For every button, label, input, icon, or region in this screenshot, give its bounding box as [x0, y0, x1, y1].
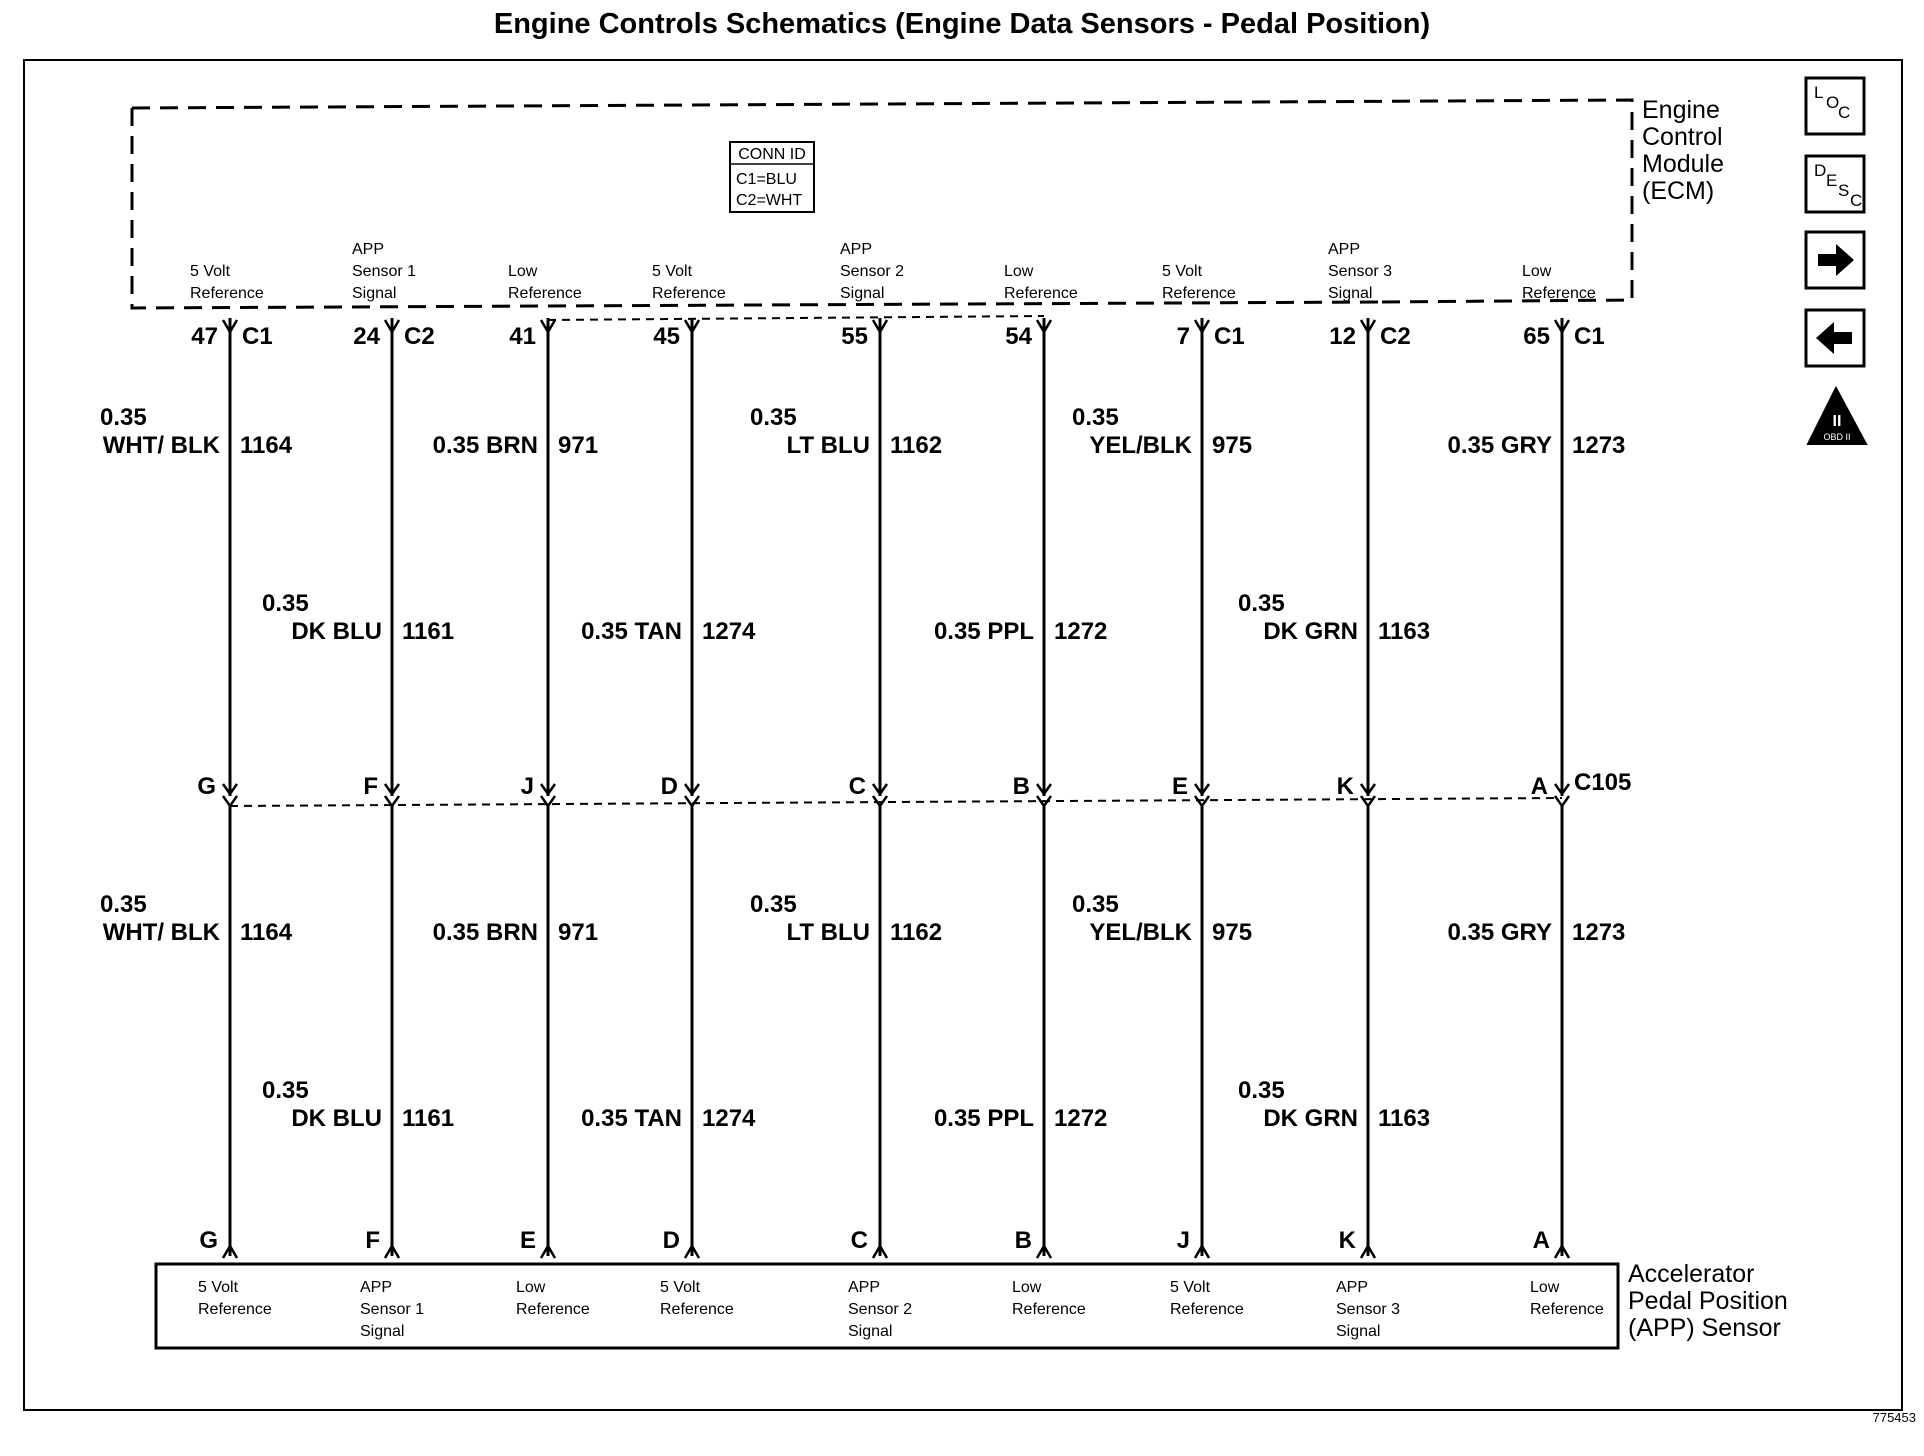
- circuit-1: [262, 241, 454, 1340]
- ecm-pin-label: Signal: [1328, 285, 1373, 302]
- circuit-number-lower: 971: [558, 919, 599, 946]
- circuit-number-upper: 1161: [402, 618, 455, 645]
- glyph-letter: C: [1850, 191, 1863, 210]
- conn-id-line: C1=BLU: [736, 171, 797, 188]
- c105-pin-letter: A: [1530, 773, 1548, 800]
- wire-color-lower: 0.35 GRY: [1447, 919, 1552, 946]
- circuit-number-upper: 1273: [1572, 432, 1626, 459]
- wire-gauge-lower: 0.35: [750, 891, 797, 918]
- sensor-pin-letter: E: [519, 1227, 536, 1254]
- ecm-pin-label: 5 Volt: [1162, 263, 1203, 280]
- sensor-pin-label: Low: [1530, 1279, 1560, 1296]
- c105-connector-id: C105: [1574, 769, 1632, 796]
- sensor-pin-label: APP: [360, 1279, 393, 1296]
- ecm-pin-label: Sensor 1: [352, 263, 417, 280]
- sensor-pin-label: 5 Volt: [1170, 1279, 1211, 1296]
- c105-terminal-female: [685, 796, 699, 806]
- circuit-number-upper: 1162: [890, 432, 943, 459]
- circuit-number-lower: 1162: [890, 919, 943, 946]
- circuit-number-upper: 1163: [1378, 618, 1431, 645]
- sensor-pin-label: Reference: [1530, 1301, 1604, 1318]
- ecm-pin-label: Reference: [1004, 285, 1078, 302]
- glyph-letter: E: [1826, 171, 1838, 190]
- sensor-pin-letter: C: [850, 1227, 868, 1254]
- ecm-name: (ECM): [1642, 177, 1715, 205]
- circuit-3: [581, 263, 756, 1318]
- obd-ii-glyph: II: [1832, 413, 1842, 430]
- figure-id: 775453: [1872, 1410, 1916, 1425]
- circuit-number-lower: 1161: [402, 1105, 455, 1132]
- circuits-layer: [100, 241, 1625, 1340]
- wire-color-upper: LT BLU: [786, 432, 870, 459]
- sensor-pin-label: Reference: [660, 1301, 734, 1318]
- circuit-number-upper: 975: [1212, 432, 1253, 459]
- wire-color-lower: DK GRN: [1263, 1105, 1358, 1132]
- wire-color-upper: 0.35 PPL: [933, 618, 1034, 645]
- sensor-pin-label: APP: [1336, 1279, 1369, 1296]
- sensor-pin-label: Sensor 3: [1336, 1301, 1401, 1318]
- glyph-letter: D: [1814, 161, 1827, 180]
- glyph-letter: S: [1838, 181, 1850, 200]
- modules-layer: [1574, 96, 1916, 1425]
- sensor-pin-label: Low: [1012, 1279, 1042, 1296]
- c105-terminal-female: [1555, 796, 1569, 806]
- sensor-pin-label: Reference: [516, 1301, 590, 1318]
- c105-pin-letter: J: [520, 773, 534, 800]
- sensor-pin-letter: J: [1176, 1227, 1190, 1254]
- circuit-number-upper: 1272: [1054, 618, 1108, 645]
- c105-pin-letter: C: [848, 773, 866, 800]
- ecm-pin-label: Reference: [1162, 285, 1236, 302]
- ecm-pin-label: APP: [840, 241, 873, 258]
- obd-ii-button[interactable]: [1808, 388, 1866, 444]
- ecm-pin-label: APP: [1328, 241, 1361, 258]
- previous-page-button[interactable]: [1806, 310, 1864, 366]
- sensor-pin-letter: G: [199, 1227, 218, 1254]
- ecm-pin-label: Reference: [652, 285, 726, 302]
- sensor-pin-label: Signal: [848, 1323, 893, 1340]
- ecm-name: Engine: [1642, 96, 1720, 124]
- sensor-pin-label: Signal: [360, 1323, 405, 1340]
- circuit-2: [433, 263, 598, 1318]
- wire-color-lower: WHT/ BLK: [102, 919, 220, 946]
- wire-gauge-upper: 0.35: [1238, 590, 1285, 617]
- wire-color-upper: 0.35 TAN: [581, 618, 682, 645]
- conn-id-line: C2=WHT: [736, 192, 803, 209]
- navigation-buttons: [1806, 78, 1866, 444]
- c105-terminal-female: [223, 796, 237, 806]
- ecm-pin-label: Reference: [1522, 285, 1596, 302]
- ecm-pin-number: 45: [653, 323, 680, 350]
- ecm-pin-number: 65: [1523, 323, 1550, 350]
- ecm-connector-id: C1: [1214, 323, 1245, 350]
- wire-color-upper: DK GRN: [1263, 618, 1358, 645]
- circuit-0: [100, 263, 293, 1318]
- ecm-pin-number: 41: [509, 323, 536, 350]
- conn-id-box: [730, 142, 814, 212]
- wire-gauge-lower: 0.35: [262, 1077, 309, 1104]
- wire-color-lower: 0.35 PPL: [933, 1105, 1034, 1132]
- c105-pin-letter: F: [363, 773, 378, 800]
- sensor-pin-letter: A: [1532, 1227, 1550, 1254]
- sensor-pin-label: Low: [516, 1279, 546, 1296]
- app-sensor-name: (APP) Sensor: [1628, 1314, 1781, 1342]
- ecm-pin-number: 24: [353, 323, 380, 350]
- ecm-pin-label: Reference: [190, 285, 264, 302]
- sensor-pin-label: Signal: [1336, 1323, 1381, 1340]
- c105-pin-letter: E: [1171, 773, 1188, 800]
- ecm-connector-id: C1: [1574, 323, 1605, 350]
- ecm-name: Control: [1642, 123, 1723, 151]
- ecm-pin-label: 5 Volt: [652, 263, 693, 280]
- wire-color-upper: DK BLU: [291, 618, 382, 645]
- ecm-name: Module: [1642, 150, 1724, 178]
- c105-terminal-female: [873, 796, 887, 806]
- circuit-number-lower: 1273: [1572, 919, 1626, 946]
- ecm-pin-number: 7: [1176, 323, 1190, 350]
- ecm-pin-label: Signal: [352, 285, 397, 302]
- next-page-button[interactable]: [1806, 232, 1864, 288]
- wire-gauge-upper: 0.35: [262, 590, 309, 617]
- obd-ii-icon: [1808, 388, 1866, 444]
- wire-gauge-lower: 0.35: [1238, 1077, 1285, 1104]
- circuit-6: [1072, 263, 1252, 1318]
- sensor-pin-letter: D: [662, 1227, 680, 1254]
- app-sensor-name: Accelerator: [1628, 1260, 1755, 1288]
- sensor-pin-letter: F: [365, 1227, 380, 1254]
- ecm-pin-label: Sensor 3: [1328, 263, 1393, 280]
- ecm-ground-link: [548, 316, 1044, 320]
- wire-color-lower: 0.35 BRN: [432, 919, 538, 946]
- sensor-pin-label: 5 Volt: [660, 1279, 701, 1296]
- ecm-pin-number: 47: [191, 323, 218, 350]
- wire-color-upper: WHT/ BLK: [102, 432, 220, 459]
- sensor-pin-label: 5 Volt: [198, 1279, 239, 1296]
- ecm-connector-id: C2: [404, 323, 435, 350]
- circuit-number-upper: 1274: [702, 618, 756, 645]
- wire-color-upper: 0.35 GRY: [1447, 432, 1552, 459]
- wire-gauge-upper: 0.35: [100, 404, 147, 431]
- obd-ii-glyph: OBD II: [1823, 432, 1851, 442]
- ecm-pin-label: APP: [352, 241, 385, 258]
- ecm-pin-label: Low: [508, 263, 538, 280]
- loc-button[interactable]: [1806, 78, 1864, 134]
- glyph-letter: C: [1838, 103, 1851, 122]
- sensor-pin-label: Reference: [1012, 1301, 1086, 1318]
- sensor-pin-label: Sensor 1: [360, 1301, 425, 1318]
- circuit-number-lower: 1164: [240, 919, 293, 946]
- glyph-letter: O: [1826, 93, 1840, 112]
- c105-terminal-female: [1361, 796, 1375, 806]
- wire-gauge-lower: 0.35: [1072, 891, 1119, 918]
- ecm-pin-label: 5 Volt: [190, 263, 231, 280]
- ecm-pin-number: 55: [841, 323, 868, 350]
- circuit-number-lower: 1163: [1378, 1105, 1431, 1132]
- wire-gauge-upper: 0.35: [750, 404, 797, 431]
- schematic-frame: [24, 60, 1902, 1410]
- ecm-connector-id: C1: [242, 323, 273, 350]
- wire-color-lower: YEL/BLK: [1089, 919, 1192, 946]
- sensor-pin-label: APP: [848, 1279, 881, 1296]
- circuit-number-lower: 1272: [1054, 1105, 1108, 1132]
- wire-gauge-lower: 0.35: [100, 891, 147, 918]
- wire-gauge-upper: 0.35: [1072, 404, 1119, 431]
- circuit-number-upper: 1164: [240, 432, 293, 459]
- c105-pin-letter: K: [1336, 773, 1354, 800]
- sensor-pin-label: Sensor 2: [848, 1301, 913, 1318]
- page-title: Engine Controls Schematics (Engine Data Sensors - Pedal Position): [493, 8, 1431, 40]
- wire-color-lower: LT BLU: [786, 919, 870, 946]
- sensor-pin-letter: K: [1338, 1227, 1356, 1254]
- ecm-pin-number: 12: [1329, 323, 1356, 350]
- desc-button[interactable]: [1806, 156, 1864, 212]
- wire-color-upper: YEL/BLK: [1089, 432, 1192, 459]
- ecm-pin-number: 54: [1005, 323, 1032, 350]
- app-sensor-name: Pedal Position: [1628, 1287, 1788, 1315]
- sensor-pin-label: Reference: [198, 1301, 272, 1318]
- c105-pin-letter: D: [660, 773, 678, 800]
- ecm-pin-label: Reference: [508, 285, 582, 302]
- circuit-4: [750, 241, 942, 1340]
- circuit-number-lower: 975: [1212, 919, 1253, 946]
- circuit-number-upper: 971: [558, 432, 599, 459]
- circuit-number-lower: 1274: [702, 1105, 756, 1132]
- ecm-connector-id: C2: [1380, 323, 1411, 350]
- wire-color-lower: DK BLU: [291, 1105, 382, 1132]
- sensor-pin-letter: B: [1014, 1227, 1032, 1254]
- conn-id-header: CONN ID: [738, 146, 806, 163]
- wire-color-lower: 0.35 TAN: [581, 1105, 682, 1132]
- c105-pin-letter: B: [1012, 773, 1030, 800]
- ecm-pin-label: Low: [1004, 263, 1034, 280]
- ecm-pin-label: Sensor 2: [840, 263, 905, 280]
- ecm-pin-label: Signal: [840, 285, 885, 302]
- wire-color-upper: 0.35 BRN: [432, 432, 538, 459]
- c105-pin-letter: G: [197, 773, 216, 800]
- circuit-7: [1238, 241, 1430, 1340]
- ecm-pin-label: Low: [1522, 263, 1552, 280]
- glyph-letter: L: [1814, 83, 1824, 102]
- sensor-pin-label: Reference: [1170, 1301, 1244, 1318]
